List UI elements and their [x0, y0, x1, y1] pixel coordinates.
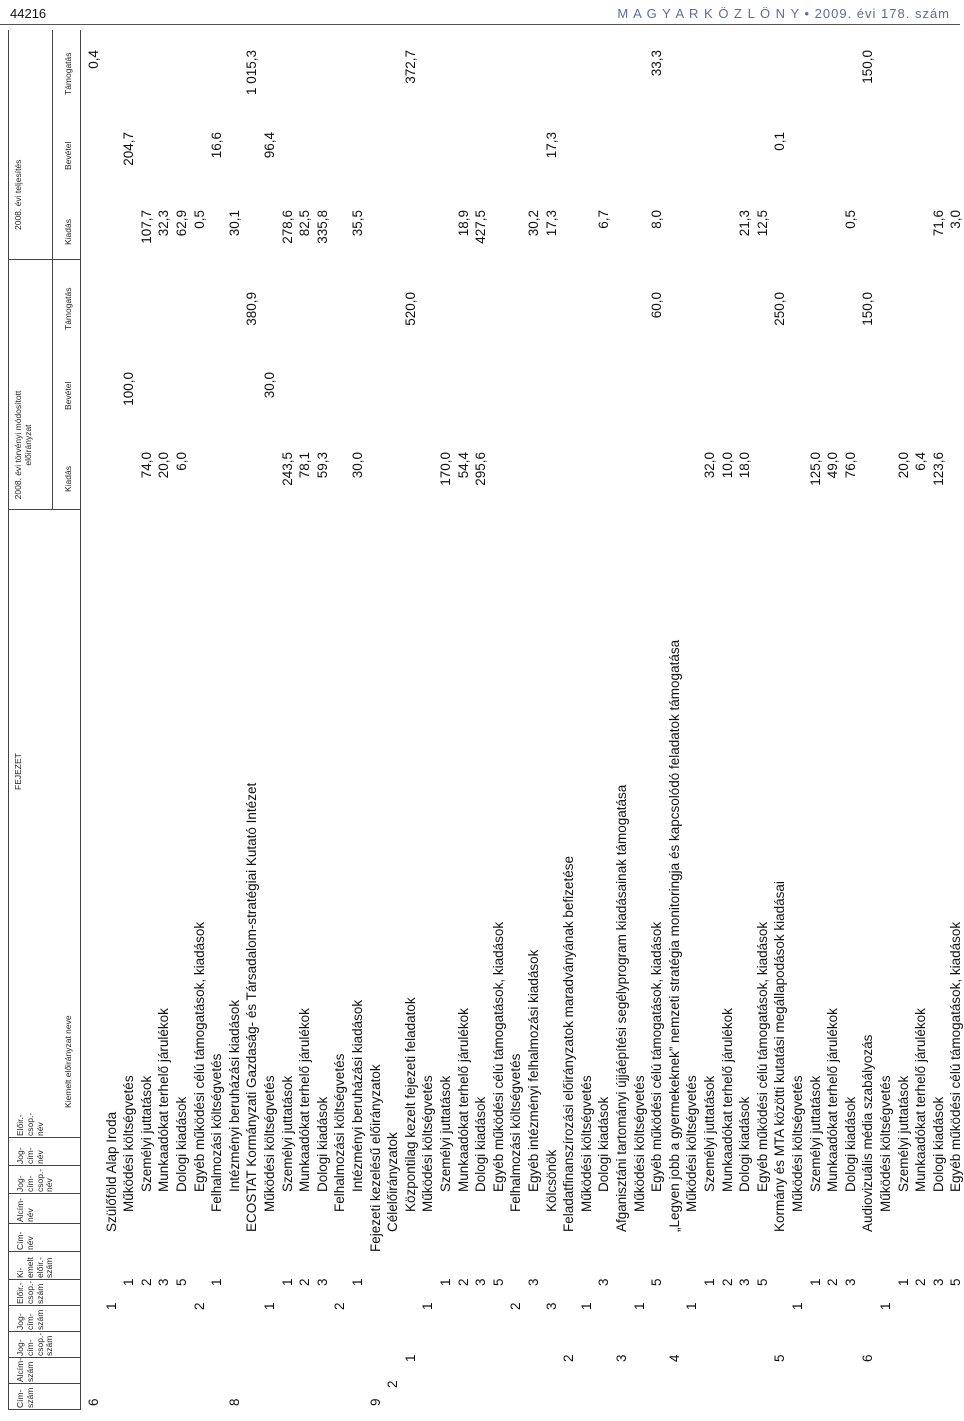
- row-code: 1: [631, 1302, 647, 1310]
- row-name: Egyéb működési célú támogatások, kiadások: [191, 921, 207, 1192]
- row-name: Munkaadókat terhelő járulékok: [156, 1008, 172, 1192]
- row-value: 18,9: [455, 210, 471, 237]
- header-divider: [8, 259, 80, 260]
- row-code: 2: [508, 1302, 524, 1310]
- row-name: Személyi juttatások: [702, 1075, 717, 1192]
- row-name: Működési költségvetés: [684, 1075, 700, 1212]
- row-value: 59,3: [314, 452, 330, 479]
- row-name: Felhalmozási költségvetés: [209, 1053, 225, 1212]
- row-code: 2: [138, 1278, 154, 1286]
- row-value: 1 015,3: [244, 50, 260, 96]
- row-name: Munkaadókat terhelő járulékok: [825, 1008, 841, 1192]
- row-name: Audiovizuális média szabályozás: [860, 1034, 876, 1232]
- row-value: 10,0: [719, 452, 735, 479]
- row-name: Dologi kiadások: [737, 1096, 753, 1192]
- row-code: 3: [314, 1278, 330, 1286]
- header-group-teljesites: 2008. évi teljesítés: [13, 159, 23, 230]
- row-name: Működési költségvetés: [790, 1075, 805, 1212]
- row-value: 107,7: [138, 210, 154, 244]
- row-value: 96,4: [262, 132, 277, 159]
- header-col-8: Alcím-név: [15, 1197, 35, 1222]
- row-code: 2: [297, 1278, 313, 1286]
- row-code: 2: [455, 1278, 471, 1286]
- header-divider: [8, 1357, 80, 1358]
- row-value: 170,0: [438, 452, 453, 486]
- row-value: 35,5: [350, 210, 365, 237]
- row-code: 5: [772, 1354, 788, 1362]
- header-col-9: Jog-cím-csop.-név: [15, 1168, 55, 1192]
- header-divider: [8, 1223, 80, 1224]
- row-name: Egyéb intézményi felhalmozási kiadások: [526, 949, 541, 1192]
- row-value: 335,8: [314, 210, 330, 244]
- row-code: 6: [860, 1354, 876, 1362]
- row-value: 30,2: [526, 210, 541, 237]
- row-value: 6,7: [596, 210, 612, 229]
- row-name: Munkaadókat terhelő járulékok: [913, 1008, 929, 1192]
- row-value: 204,7: [121, 132, 137, 166]
- row-code: 1: [402, 1354, 418, 1362]
- row-code: 4: [666, 1354, 682, 1362]
- row-name: Működési költségvetés: [578, 1075, 594, 1212]
- row-name: Munkaadókat terhelő járulékok: [297, 1008, 313, 1192]
- header-divider: [8, 1305, 80, 1306]
- header-subdivider: [52, 30, 53, 510]
- row-value: 123,6: [930, 452, 946, 486]
- row-value: 150,0: [860, 292, 876, 326]
- row-code: 1: [895, 1278, 911, 1286]
- row-value: 380,9: [244, 292, 260, 326]
- header-sub-1: Kiadás: [63, 466, 73, 492]
- row-name: Személyi juttatások: [895, 1075, 911, 1192]
- row-name: Dologi kiadások: [314, 1096, 330, 1192]
- row-code: 5: [649, 1278, 665, 1286]
- row-code: 2: [561, 1354, 577, 1362]
- table-top-border: [8, 30, 9, 1410]
- row-value: 30,0: [262, 372, 277, 399]
- row-code: 1: [279, 1278, 295, 1286]
- header-group-modositott: 2008. évi törvényi módosított előirányzat: [13, 390, 33, 500]
- row-code: 1: [420, 1302, 436, 1310]
- row-value: 54,4: [455, 452, 471, 479]
- row-name: Működési költségvetés: [420, 1075, 436, 1212]
- header-fejezet: FEJEZET: [13, 753, 23, 790]
- row-name: Dologi kiadások: [174, 1096, 189, 1192]
- row-value: 100,0: [121, 372, 137, 406]
- row-code: 3: [614, 1354, 629, 1362]
- header-sub-6: Támogatás: [63, 52, 73, 95]
- row-value: 372,7: [402, 50, 418, 84]
- header-col-7: Cím-név: [15, 1231, 35, 1250]
- row-value: 3,0: [948, 210, 964, 229]
- row-name: Személyi juttatások: [138, 1075, 154, 1192]
- header-kiemelt-neve: Kiemelt előirányzat neve: [63, 1015, 73, 1108]
- row-code: 3: [156, 1278, 172, 1286]
- row-value: 78,1: [297, 452, 313, 479]
- row-value: 32,0: [702, 452, 717, 479]
- row-value: 16,6: [209, 132, 225, 159]
- row-code: 5: [948, 1278, 964, 1286]
- table-header-border: [80, 30, 81, 1410]
- row-code: 1: [262, 1302, 277, 1310]
- header-col-6: Ki-emelt előir.-szám: [15, 1257, 55, 1278]
- header-divider: [8, 1251, 80, 1252]
- row-value: 17,3: [543, 132, 559, 159]
- row-code: 2: [191, 1302, 207, 1310]
- row-name: Működési költségvetés: [631, 1075, 647, 1212]
- row-code: 1: [578, 1302, 594, 1310]
- row-code: 1: [209, 1278, 225, 1286]
- row-code: 2: [825, 1278, 841, 1286]
- row-name: Dologi kiadások: [596, 1096, 612, 1192]
- row-code: 3: [473, 1278, 489, 1286]
- row-code: 2: [332, 1302, 348, 1310]
- row-value: 520,0: [402, 292, 418, 326]
- row-value: 295,6: [473, 452, 489, 486]
- row-name: Személyi juttatások: [807, 1075, 823, 1192]
- row-value: 18,0: [737, 452, 753, 479]
- row-code: 1: [684, 1302, 700, 1310]
- row-name: Intézményi beruházási kiadások: [350, 999, 365, 1192]
- row-value: 71,6: [930, 210, 946, 237]
- row-name: Fejezeti kezelésű előirányzatok: [367, 1064, 383, 1252]
- row-name: Működési költségvetés: [262, 1075, 277, 1212]
- header-divider: [8, 1193, 80, 1194]
- row-name: Kormány és MTA közötti kutatási megállapodások kiadásai: [772, 881, 788, 1232]
- row-name: Egyéb működési célú támogatások, kiadások: [948, 921, 964, 1192]
- row-code: 6: [86, 1398, 101, 1406]
- header-sub-5: Bevétel: [63, 141, 73, 170]
- header-sub-2: Bevétel: [63, 381, 73, 410]
- page-number: 44216: [10, 6, 47, 21]
- header-divider: [8, 1331, 80, 1332]
- row-value: 60,0: [649, 292, 665, 319]
- row-code: 1: [702, 1278, 717, 1286]
- header-rule: [0, 24, 960, 25]
- row-code: 3: [842, 1278, 858, 1286]
- row-value: 76,0: [842, 452, 858, 479]
- row-value: 74,0: [138, 452, 154, 479]
- header-divider: [8, 1383, 80, 1384]
- row-name: Központilag kezelt fejezeti feladatok: [402, 997, 418, 1212]
- row-name: Kölcsönök: [543, 1149, 559, 1212]
- row-name: Egyéb működési célú támogatások, kiadások: [754, 921, 770, 1192]
- row-value: 150,0: [860, 50, 876, 84]
- header-col-2: Alcím-szám: [15, 1357, 35, 1382]
- header-divider: [8, 509, 80, 510]
- header-sub-4: Kiadás: [63, 219, 73, 245]
- row-value: 8,0: [649, 210, 665, 229]
- row-name: Felhalmozási költségvetés: [508, 1053, 524, 1212]
- row-value: 62,9: [174, 210, 189, 237]
- row-code: 3: [526, 1278, 541, 1286]
- row-code: 1: [121, 1278, 137, 1286]
- row-code: 2: [385, 1380, 401, 1388]
- row-value: 32,3: [156, 210, 172, 237]
- row-value: 243,5: [279, 452, 295, 486]
- row-name: Feladatfinanszírozási előirányzatok maradványának befizetése: [561, 856, 577, 1232]
- row-code: 5: [754, 1278, 770, 1286]
- row-code: 1: [438, 1278, 453, 1286]
- budget-table: [8, 30, 964, 1410]
- row-name: Dologi kiadások: [930, 1096, 946, 1192]
- row-name: Személyi juttatások: [438, 1075, 453, 1192]
- row-name: Szülőföld Alap Iroda: [103, 1111, 119, 1232]
- row-value: 12,5: [754, 210, 770, 237]
- page-header: [0, 0, 960, 24]
- row-code: 5: [490, 1278, 506, 1286]
- row-value: 0,5: [191, 210, 207, 229]
- row-value: 49,0: [825, 452, 841, 479]
- row-name: Működési költségvetés: [878, 1075, 893, 1212]
- row-name: Működési költségvetés: [121, 1075, 137, 1212]
- row-code: 1: [878, 1302, 893, 1310]
- row-value: 30,0: [350, 452, 365, 479]
- header-col-4: Jog-cím-szám: [15, 1309, 45, 1330]
- row-code: 3: [737, 1278, 753, 1286]
- row-code: 2: [719, 1278, 735, 1286]
- row-code: 1: [790, 1302, 805, 1310]
- row-value: 33,3: [649, 50, 665, 77]
- row-value: 30,1: [226, 210, 242, 237]
- row-name: Személyi juttatások: [279, 1075, 295, 1192]
- header-divider: [8, 1409, 80, 1410]
- row-value: 17,3: [543, 210, 559, 237]
- header-divider: [8, 1279, 80, 1280]
- header-col-3: Jog-cím-csop.-szám: [15, 1332, 55, 1356]
- row-value: 427,5: [473, 210, 489, 244]
- row-value: 0,1: [772, 132, 788, 151]
- header-divider: [8, 1137, 80, 1138]
- journal-title: M A G Y A R K Ö Z L Ö N Y • 2009. évi 178. szám: [617, 6, 950, 21]
- header-col-5: Előir.-csop.-szám: [15, 1280, 45, 1304]
- header-col-1: Cím-szám: [15, 1387, 35, 1408]
- row-code: 1: [103, 1302, 119, 1310]
- row-code: 2: [913, 1278, 929, 1286]
- row-value: 125,0: [807, 452, 823, 486]
- row-value: 82,5: [297, 210, 313, 237]
- header-divider: [8, 1165, 80, 1166]
- header-sub-3: Támogatás: [63, 287, 73, 330]
- row-value: 6,0: [174, 452, 189, 471]
- row-name: Egyéb működési célú támogatások, kiadások: [649, 921, 665, 1192]
- row-code: 8: [226, 1398, 242, 1406]
- row-value: 21,3: [737, 210, 753, 237]
- row-value: 250,0: [772, 292, 788, 326]
- row-name: Munkaadókat terhelő járulékok: [719, 1008, 735, 1192]
- row-value: 20,0: [156, 452, 172, 479]
- row-value: 20,0: [895, 452, 911, 479]
- row-name: ECOSTAT Kormányzati Gazdaság- és Társadalom-stratégiai Kutató Intézet: [244, 782, 260, 1232]
- row-value: 0,5: [842, 210, 858, 229]
- row-name: Intézményi beruházási kiadások: [226, 999, 242, 1192]
- row-code: 1: [350, 1278, 365, 1286]
- row-code: 5: [174, 1278, 189, 1286]
- row-value: 278,6: [279, 210, 295, 244]
- row-name: „Legyen jobb a gyermekeknek” nemzeti stratégia monitoringja és kapcsolódó feladatok támogatása: [666, 639, 682, 1232]
- row-name: Afganisztáni tartományi újjáépítési segélyprogram kiadásainak támogatása: [614, 784, 629, 1232]
- row-code: 3: [596, 1278, 612, 1286]
- row-value: 0,4: [86, 50, 101, 69]
- row-name: Egyéb működési célú támogatások, kiadások: [490, 921, 506, 1192]
- row-code: 1: [807, 1278, 823, 1286]
- row-name: Célelőirányzatok: [385, 1132, 401, 1232]
- row-code: 9: [367, 1398, 383, 1406]
- row-name: Dologi kiadások: [842, 1096, 858, 1192]
- row-name: Munkaadókat terhelő járulékok: [455, 1008, 471, 1192]
- row-name: Dologi kiadások: [473, 1096, 489, 1192]
- row-code: 3: [543, 1302, 559, 1310]
- row-code: 3: [930, 1278, 946, 1286]
- row-value: 6,4: [913, 452, 929, 471]
- header-col-11: Előir.-csop.-név: [15, 1112, 45, 1136]
- row-name: Felhalmozási költségvetés: [332, 1053, 348, 1212]
- header-col-10: Jog-cím-név: [15, 1147, 45, 1164]
